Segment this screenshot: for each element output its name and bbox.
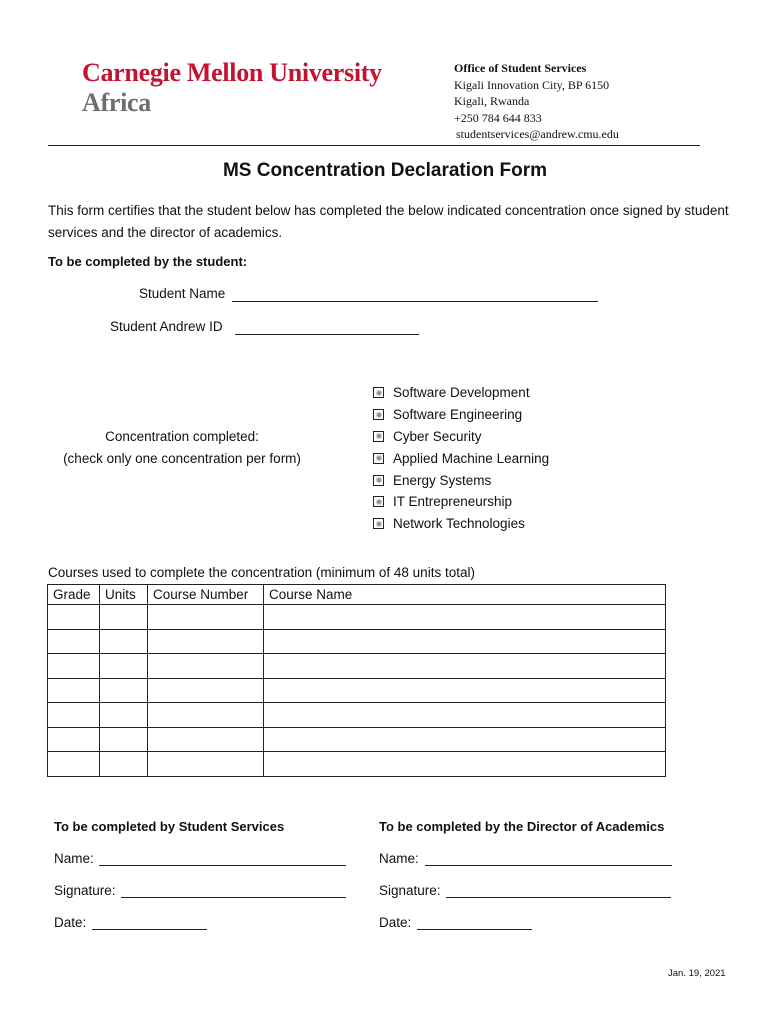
grade-cell[interactable]	[48, 605, 100, 630]
director-name-field[interactable]	[425, 865, 672, 866]
concentration-hint: (check only one concentration per form)	[63, 451, 301, 466]
course-number-cell[interactable]	[148, 629, 264, 654]
units-cell[interactable]	[100, 752, 148, 777]
phone-number: +250 784 644 833	[454, 110, 542, 125]
services-name-field[interactable]	[99, 865, 346, 866]
table-row	[48, 678, 666, 703]
address-line-2: Kigali, Rwanda	[454, 94, 530, 108]
column-header-course-number: Course Number	[148, 585, 264, 605]
concentration-options	[373, 382, 549, 535]
course-number-cell[interactable]	[148, 605, 264, 630]
office-address-block	[454, 60, 619, 143]
units-cell[interactable]	[100, 629, 148, 654]
form-title: MS Concentration Declaration Form	[222, 160, 548, 181]
logo-africa: Africa	[82, 88, 151, 117]
units-cell[interactable]	[100, 654, 148, 679]
logo-cmu: Carnegie Mellon University	[82, 58, 382, 87]
student-name-field[interactable]	[232, 301, 598, 302]
checkbox-icon[interactable]	[373, 409, 384, 420]
director-name-label: Name:	[379, 851, 419, 866]
director-date-label: Date:	[379, 915, 412, 930]
checkbox-icon[interactable]	[373, 496, 384, 507]
course-name-cell[interactable]	[264, 678, 666, 703]
course-number-cell[interactable]	[148, 752, 264, 777]
course-name-cell[interactable]	[264, 752, 666, 777]
units-cell[interactable]	[100, 678, 148, 703]
concentration-option[interactable]: Software Development	[373, 382, 549, 404]
header-divider	[48, 145, 700, 146]
student-id-field[interactable]	[235, 334, 419, 335]
table-row	[48, 629, 666, 654]
table-header-row	[48, 585, 666, 605]
course-name-cell[interactable]	[264, 654, 666, 679]
director-signature-label: Signature:	[379, 883, 441, 898]
course-name-cell[interactable]	[264, 703, 666, 728]
course-name-cell[interactable]	[264, 629, 666, 654]
column-header-course-name: Course Name	[264, 585, 666, 605]
services-signature-label: Signature:	[54, 883, 116, 898]
email-address: studentservices@andrew.cmu.edu	[456, 127, 619, 141]
units-cell[interactable]	[100, 703, 148, 728]
courses-table	[47, 584, 666, 777]
address-line-1: Kigali Innovation City, BP 6150	[454, 77, 610, 92]
course-number-cell[interactable]	[148, 727, 264, 752]
course-number-cell[interactable]	[148, 654, 264, 679]
services-date-label: Date:	[54, 915, 87, 930]
concentration-option[interactable]: Energy Systems	[373, 469, 549, 491]
services-signature-field[interactable]	[121, 897, 346, 898]
table-row	[48, 752, 666, 777]
office-title: Office of Student Services	[454, 61, 587, 75]
grade-cell[interactable]	[48, 727, 100, 752]
course-number-cell[interactable]	[148, 678, 264, 703]
student-id-label: Student Andrew ID	[110, 319, 223, 334]
table-row	[48, 727, 666, 752]
grade-cell[interactable]	[48, 678, 100, 703]
grade-cell[interactable]	[48, 752, 100, 777]
concentration-option[interactable]: Applied Machine Learning	[373, 447, 549, 469]
form-revision-date: Jan. 19, 2021	[668, 968, 726, 979]
services-date-field[interactable]	[92, 929, 207, 930]
student-services-heading: To be completed by Student Services	[54, 819, 285, 834]
concentration-label: Concentration completed:	[105, 429, 259, 444]
grade-cell[interactable]	[48, 629, 100, 654]
checkbox-icon[interactable]	[373, 518, 384, 529]
checkbox-icon[interactable]	[373, 475, 384, 486]
checkbox-icon[interactable]	[373, 453, 384, 464]
column-header-grade: Grade	[48, 585, 100, 605]
units-cell[interactable]	[100, 605, 148, 630]
concentration-option[interactable]: Software Engineering	[373, 404, 549, 426]
director-date-field[interactable]	[417, 929, 532, 930]
course-number-cell[interactable]	[148, 703, 264, 728]
table-row	[48, 605, 666, 630]
student-section-heading: To be completed by the student:	[48, 254, 248, 269]
concentration-option[interactable]: Cyber Security	[373, 426, 549, 448]
checkbox-icon[interactable]	[373, 431, 384, 442]
grade-cell[interactable]	[48, 703, 100, 728]
units-cell[interactable]	[100, 727, 148, 752]
courses-caption: Courses used to complete the concentration (minimum of 48 units total)	[48, 565, 475, 580]
form-intro: This form certifies that the student below has completed the below indicated concentration once signed by student services and the director of academics.	[48, 203, 729, 240]
concentration-option[interactable]: Network Technologies	[373, 513, 549, 535]
director-signature-field[interactable]	[446, 897, 671, 898]
column-header-units: Units	[100, 585, 148, 605]
grade-cell[interactable]	[48, 654, 100, 679]
table-row	[48, 703, 666, 728]
student-name-label: Student Name	[139, 286, 226, 301]
course-name-cell[interactable]	[264, 727, 666, 752]
course-name-cell[interactable]	[264, 605, 666, 630]
director-heading: To be completed by the Director of Academics	[379, 819, 665, 834]
services-name-label: Name:	[54, 851, 94, 866]
concentration-option[interactable]: IT Entrepreneurship	[373, 491, 549, 513]
table-row	[48, 654, 666, 679]
checkbox-icon[interactable]	[373, 387, 384, 398]
